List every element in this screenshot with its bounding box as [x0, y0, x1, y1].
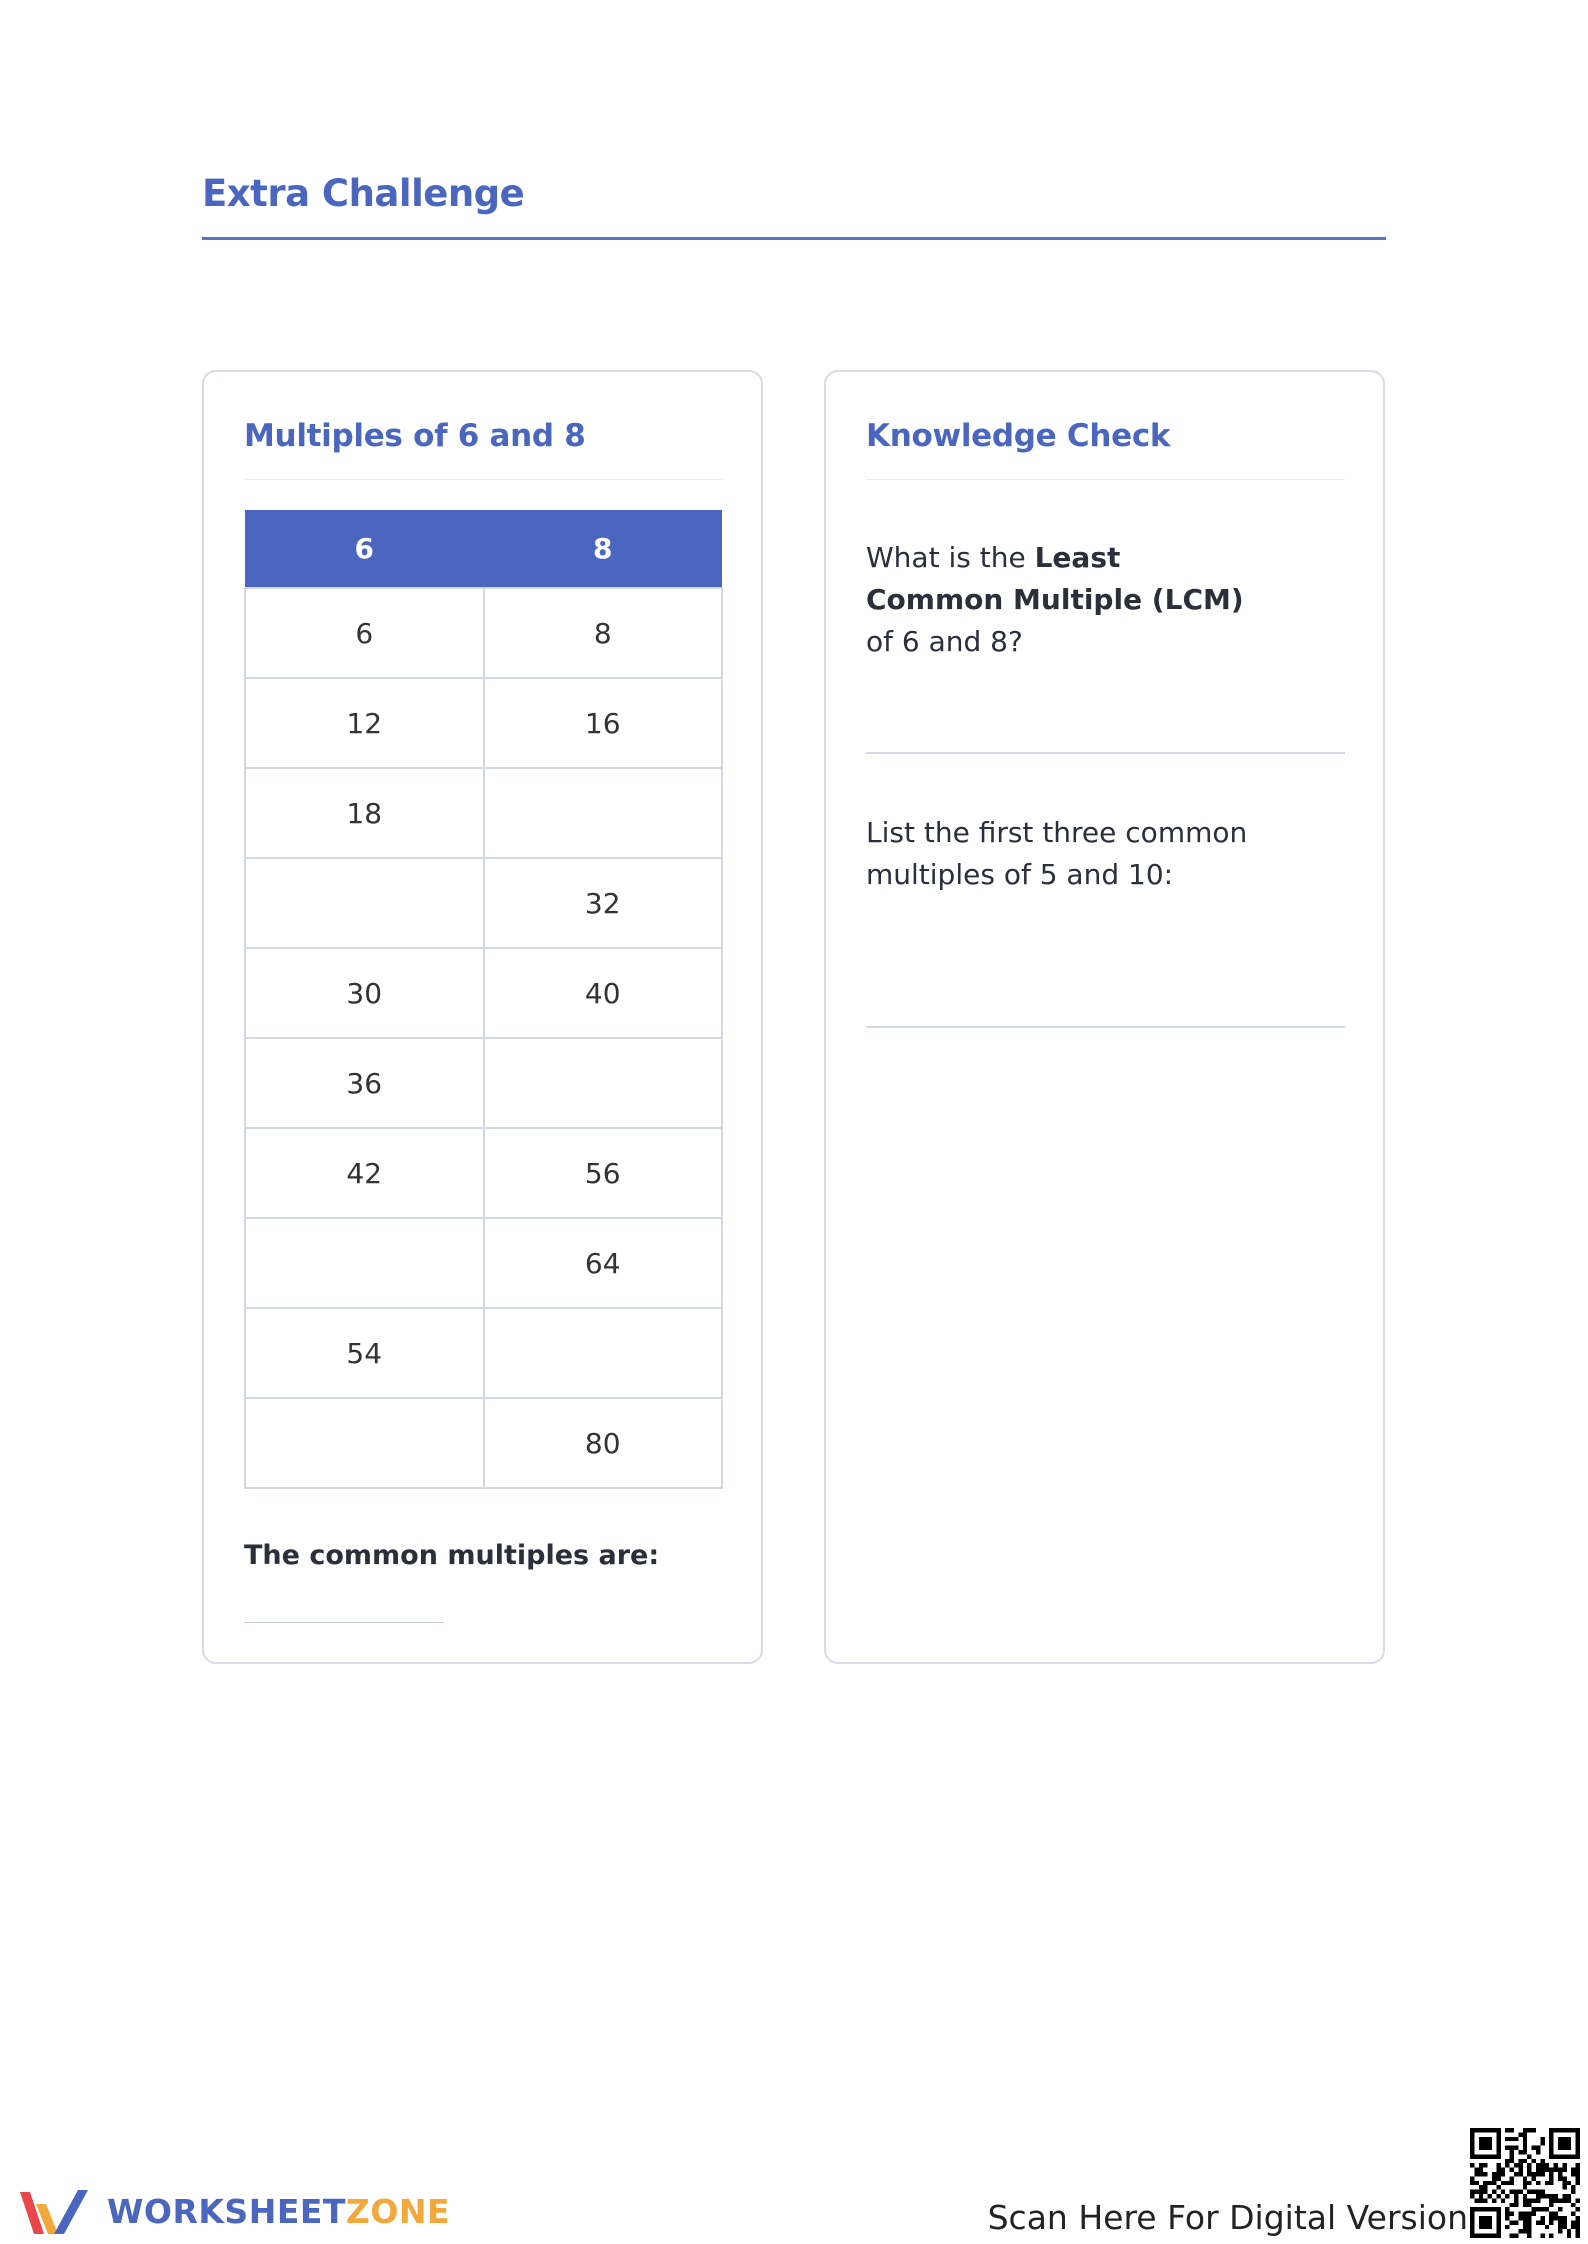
- multiple-of-8-cell[interactable]: [484, 1308, 723, 1398]
- brand-part-2: ZONE: [345, 2192, 451, 2231]
- scan-caption: Scan Here For Digital Version: [987, 2198, 1468, 2237]
- worksheetzone-logo-icon: [18, 2184, 90, 2240]
- section-divider: [202, 237, 1386, 240]
- question-lcm-lead: What is the: [866, 541, 1035, 574]
- card-title-divider: [244, 479, 723, 480]
- card-title-divider: [866, 479, 1345, 480]
- multiples-card-title: Multiples of 6 and 8: [244, 418, 586, 454]
- multiple-of-8-cell[interactable]: [484, 768, 723, 858]
- common-multiples-answer-line-2[interactable]: [866, 1026, 1345, 1028]
- lcm-answer-line[interactable]: [866, 752, 1345, 754]
- brand-part-1: WORKSHEET: [107, 2192, 346, 2231]
- multiple-of-8-cell: 8: [484, 588, 723, 678]
- multiple-of-6-cell: 6: [245, 588, 484, 678]
- table-row: [245, 678, 722, 768]
- qr-code-icon[interactable]: [1470, 2128, 1580, 2238]
- question-common-multiples: List the first three common multiples of 5 and 10:: [866, 816, 1248, 891]
- question-lcm: [866, 537, 1266, 663]
- multiple-of-8-cell: 56: [484, 1128, 723, 1218]
- table-row: [245, 588, 722, 678]
- multiples-table-body: [245, 588, 722, 1488]
- multiple-of-6-cell[interactable]: [245, 1398, 484, 1488]
- multiple-of-8-cell: 64: [484, 1218, 723, 1308]
- multiple-of-8-cell: 80: [484, 1398, 723, 1488]
- common-multiples-answer-line[interactable]: [244, 1622, 444, 1623]
- multiple-of-6-cell: 30: [245, 948, 484, 1038]
- multiple-of-6-cell: 12: [245, 678, 484, 768]
- multiple-of-6-cell: 18: [245, 768, 484, 858]
- table-row: [245, 1038, 722, 1128]
- multiples-card: [202, 370, 763, 1664]
- brand-name: [107, 2192, 450, 2231]
- table-row: [245, 1398, 722, 1488]
- header-8: 8: [484, 510, 723, 588]
- multiple-of-6-cell[interactable]: [245, 1218, 484, 1308]
- multiple-of-6-cell[interactable]: [245, 858, 484, 948]
- question-lcm-bold: Least Common Multiple (LCM): [866, 541, 1244, 616]
- knowledge-check-card: [824, 370, 1385, 1664]
- multiple-of-6-cell: 36: [245, 1038, 484, 1128]
- multiple-of-8-cell: 16: [484, 678, 723, 768]
- table-row: [245, 858, 722, 948]
- table-row: [245, 1218, 722, 1308]
- table-header-row: [245, 510, 722, 588]
- common-multiples-label: The common multiples are:: [244, 1540, 660, 1571]
- knowledge-check-title: Knowledge Check: [866, 418, 1171, 454]
- question-lcm-tail: of 6 and 8?: [866, 625, 1023, 658]
- table-row: [245, 1128, 722, 1218]
- header-6: 6: [245, 510, 484, 588]
- multiple-of-8-cell: 40: [484, 948, 723, 1038]
- multiple-of-6-cell: 42: [245, 1128, 484, 1218]
- multiple-of-8-cell[interactable]: [484, 1038, 723, 1128]
- multiple-of-6-cell: 54: [245, 1308, 484, 1398]
- table-row: [245, 948, 722, 1038]
- section-title: Extra Challenge: [202, 172, 525, 215]
- table-row: [245, 1308, 722, 1398]
- table-row: [245, 768, 722, 858]
- multiple-of-8-cell: 32: [484, 858, 723, 948]
- multiples-table: [244, 510, 723, 1489]
